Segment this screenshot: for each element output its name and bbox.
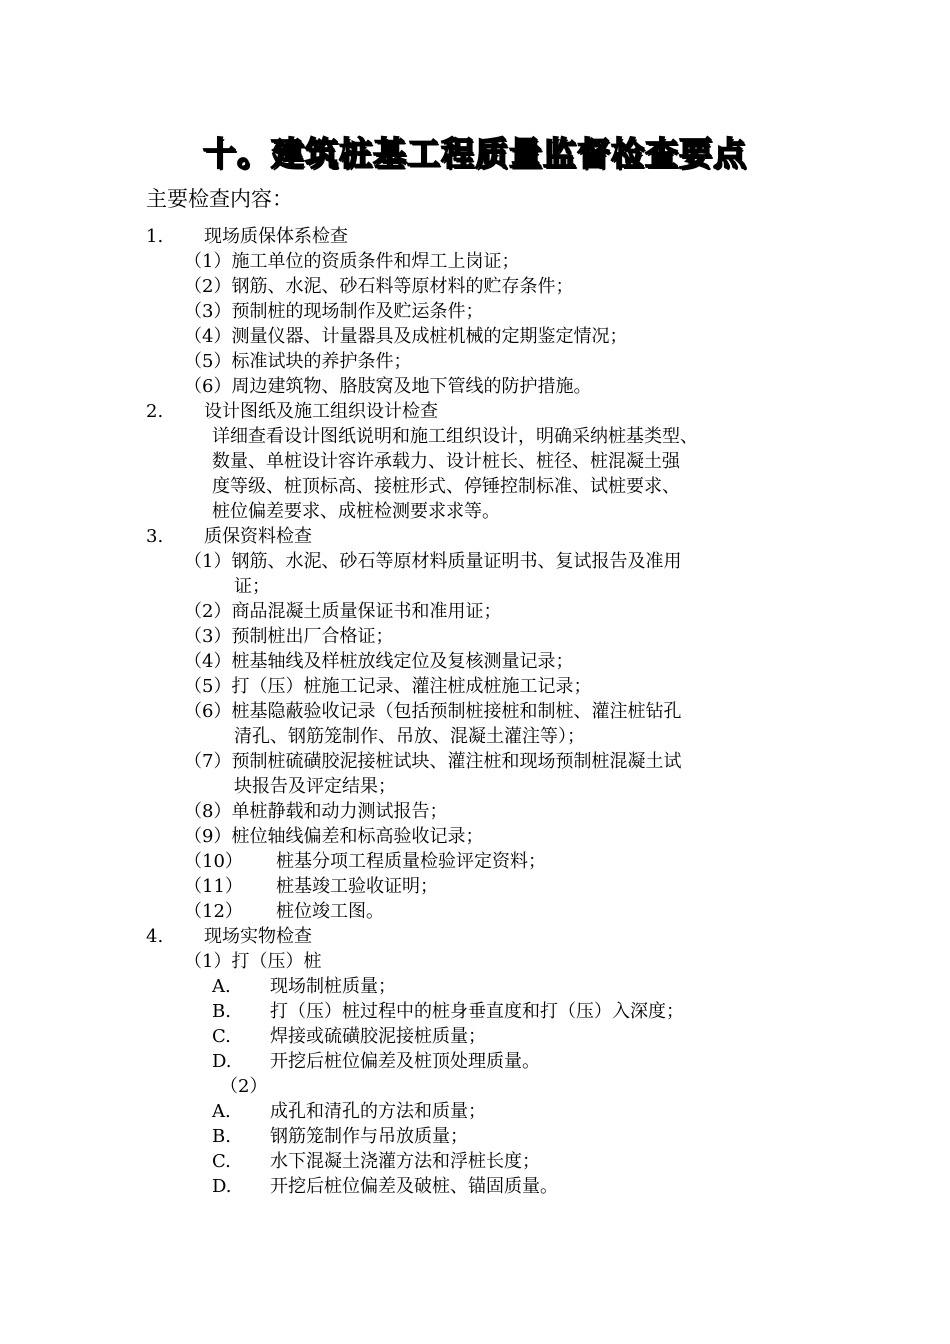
item-letter: C. [212, 1026, 231, 1047]
list-item: （5）打（压）桩施工记录、灌注桩成桩施工记录； [184, 676, 592, 697]
section-3-heading [0, 524, 950, 549]
list-item: （10） 桩基分项工程质量检验评定资料； [184, 851, 546, 872]
list-item: （4）桩基轴线及样桩放线定位及复核测量记录； [184, 651, 574, 672]
section-title: 设计图纸及施工组织设计检查 [204, 401, 438, 422]
section-title: 现场实物检查 [204, 926, 312, 947]
list-item: （12） 桩位竣工图。 [184, 901, 384, 922]
item-number: （10） [184, 851, 243, 872]
list-item: （1）钢筋、水泥、砂石等原材料质量证明书、复试报告及准用 [184, 551, 682, 572]
list-item: （3）预制桩出厂合格证； [184, 626, 394, 647]
subtitle: 主要检查内容： [146, 187, 293, 211]
item-letter: A. [212, 1101, 231, 1122]
list-item: （11） 桩基竣工验收证明； [184, 876, 438, 897]
paragraph-line: 数量、单桩设计容许承载力、设计桩长、桩径、桩混凝土强 [212, 451, 680, 472]
page-title: 十。建筑桩基工程质量监督检查要点 [203, 134, 747, 173]
list-item: D. 开挖后桩位偏差及桩顶处理质量。 [212, 1051, 540, 1072]
list-item: （6）桩基隐蔽验收记录（包括预制桩接桩和制桩、灌注桩钻孔 [184, 701, 682, 722]
list-item-continuation: 证； [234, 576, 270, 597]
list-item: A. 成孔和清孔的方法和质量； [212, 1101, 486, 1122]
paragraph-line: 度等级、桩顶标高、接桩形式、停锤控制标准、试桩要求、 [212, 476, 680, 497]
item-letter: B. [212, 1001, 231, 1022]
list-item: （5）标准试块的养护条件； [184, 351, 412, 372]
group-title: （1）打（压）桩 [184, 951, 322, 972]
list-item: （6）周边建筑物、胳肢窝及地下管线的防护措施。 [184, 376, 592, 397]
paragraph-line: 桩位偏差要求、成桩检测要求求等。 [212, 501, 500, 522]
list-item: （3）预制桩的现场制作及贮运条件； [184, 301, 484, 322]
list-item: C. 水下混凝土浇灌方法和浮桩长度； [212, 1151, 540, 1172]
section-number: 4. [146, 926, 164, 947]
list-item: B. 打（压）桩过程中的桩身垂直度和打（压）入深度； [212, 1001, 684, 1022]
list-item: D. 开挖后桩位偏差及破桩、锚固质量。 [212, 1176, 558, 1197]
item-letter: B. [212, 1126, 231, 1147]
section-number: 2. [146, 401, 164, 422]
list-item: （2）钢筋、水泥、砂石料等原材料的贮存条件； [184, 276, 574, 297]
list-item: （4）测量仪器、计量器具及成桩机械的定期鉴定情况； [184, 326, 628, 347]
section-number: 1. [146, 226, 164, 247]
section-title: 质保资料检查 [204, 526, 312, 547]
list-item: （9）桩位轴线偏差和标高验收记录； [184, 826, 484, 847]
paragraph-line: 详细查看设计图纸说明和施工组织设计，明确采纳桩基类型、 [212, 426, 698, 447]
list-item: （1）施工单位的资质条件和焊工上岗证； [184, 251, 520, 272]
item-letter: A. [212, 976, 231, 997]
list-item: （7）预制桩硫磺胶泥接桩试块、灌注桩和现场预制桩混凝土试 [184, 751, 682, 772]
item-number: （12） [184, 901, 243, 922]
item-number: （11） [184, 876, 243, 897]
document-body [0, 224, 950, 1199]
list-item: A. 现场制桩质量； [212, 976, 396, 997]
list-item-continuation: 清孔、钢筋笼制作、吊放、混凝土灌注等）； [234, 726, 585, 747]
item-letter: D. [212, 1051, 232, 1072]
section-4-heading [0, 924, 950, 949]
section-1-heading [0, 224, 950, 249]
list-item-continuation: 块报告及评定结果； [234, 776, 396, 797]
group-title: （2） [220, 1076, 268, 1097]
list-item: （8）单桩静载和动力测试报告； [184, 801, 448, 822]
item-letter: C. [212, 1151, 231, 1172]
section-number: 3. [146, 526, 164, 547]
section-2-heading [0, 399, 950, 424]
item-letter: D. [212, 1176, 232, 1197]
list-item: B. 钢筋笼制作与吊放质量； [212, 1126, 468, 1147]
list-item: C. 焊接或硫磺胶泥接桩质量； [212, 1026, 486, 1047]
section-title: 现场质保体系检查 [204, 226, 348, 247]
list-item: （2）商品混凝土质量保证书和准用证； [184, 601, 502, 622]
